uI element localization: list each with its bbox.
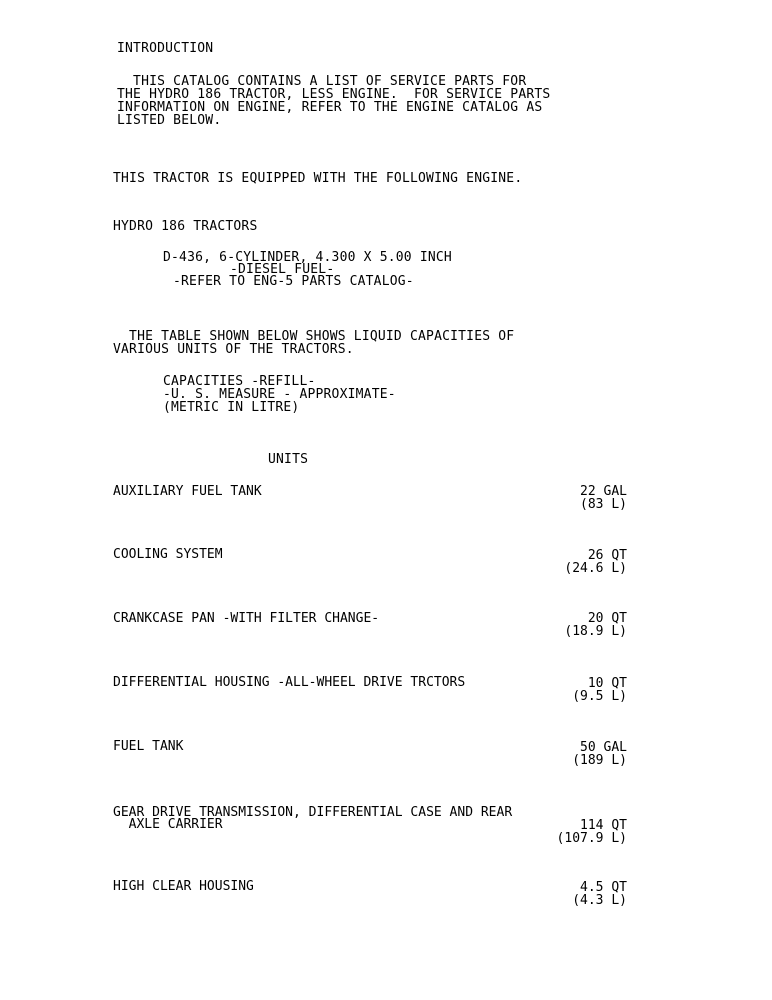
capacity-row-metric: (83 L) [580, 497, 627, 512]
intro-line: INFORMATION ON ENGINE, REFER TO THE ENGINE CATALOG AS [117, 100, 543, 115]
capacity-row-label: AUXILIARY FUEL TANK [113, 484, 262, 499]
engine-statement: THIS TRACTOR IS EQUIPPED WITH THE FOLLOWING ENGINE. [113, 171, 523, 186]
units-heading: UNITS [268, 452, 309, 467]
capacity-row-metric: (18.9 L) [564, 624, 627, 639]
table-intro-line: VARIOUS UNITS OF THE TRACTORS. [113, 342, 354, 357]
capacities-line: -U. S. MEASURE - APPROXIMATE- [163, 387, 396, 402]
capacity-row-metric: (24.6 L) [564, 561, 627, 576]
capacity-row-label: HIGH CLEAR HOUSING [113, 879, 254, 894]
capacity-row-us: 50 GAL [580, 740, 627, 755]
capacity-row-us: 20 QT [587, 611, 627, 626]
engine-spec-line: D-436, 6-CYLINDER, 4.300 X 5.00 INCH [163, 250, 452, 265]
capacity-row-label: CRANKCASE PAN -WITH FILTER CHANGE- [113, 611, 380, 626]
capacities-line: CAPACITIES -REFILL- [163, 374, 316, 389]
model-heading: HYDRO 186 TRACTORS [113, 219, 258, 234]
table-intro-line: THE TABLE SHOWN BELOW SHOWS LIQUID CAPACITIES OF [113, 329, 515, 344]
capacity-row-metric: (9.5 L) [572, 689, 627, 704]
capacity-row-us: 26 QT [587, 548, 627, 563]
capacity-row-metric: (107.9 L) [556, 831, 627, 846]
engine-catalog-line: -REFER TO ENG-5 PARTS CATALOG- [173, 274, 414, 289]
capacity-row-us: 114 QT [580, 818, 627, 833]
page-heading: INTRODUCTION [117, 41, 214, 56]
capacity-row-metric: (189 L) [572, 753, 627, 768]
intro-line: LISTED BELOW. [117, 113, 222, 128]
capacity-row-label-continued: AXLE CARRIER [113, 817, 223, 832]
capacity-row-metric: (4.3 L) [572, 893, 627, 908]
capacity-row-us: 4.5 QT [580, 880, 627, 895]
engine-fuel-line: -DIESEL FUEL- [230, 262, 335, 277]
intro-line: THIS CATALOG CONTAINS A LIST OF SERVICE PARTS FOR [117, 74, 527, 89]
capacity-row-label: FUEL TANK [113, 739, 184, 754]
capacity-row-label: COOLING SYSTEM [113, 547, 223, 562]
capacity-row-us: 22 GAL [580, 484, 627, 499]
capacities-line: (METRIC IN LITRE) [163, 400, 300, 415]
capacity-row-label: DIFFERENTIAL HOUSING -ALL-WHEEL DRIVE TRCTORS [113, 675, 466, 690]
intro-line: THE HYDRO 186 TRACTOR, LESS ENGINE. FOR SERVICE PARTS [117, 87, 551, 102]
capacity-row-us: 10 QT [587, 676, 627, 691]
capacity-row-label: GEAR DRIVE TRANSMISSION, DIFFERENTIAL CASE AND REAR [113, 805, 513, 820]
